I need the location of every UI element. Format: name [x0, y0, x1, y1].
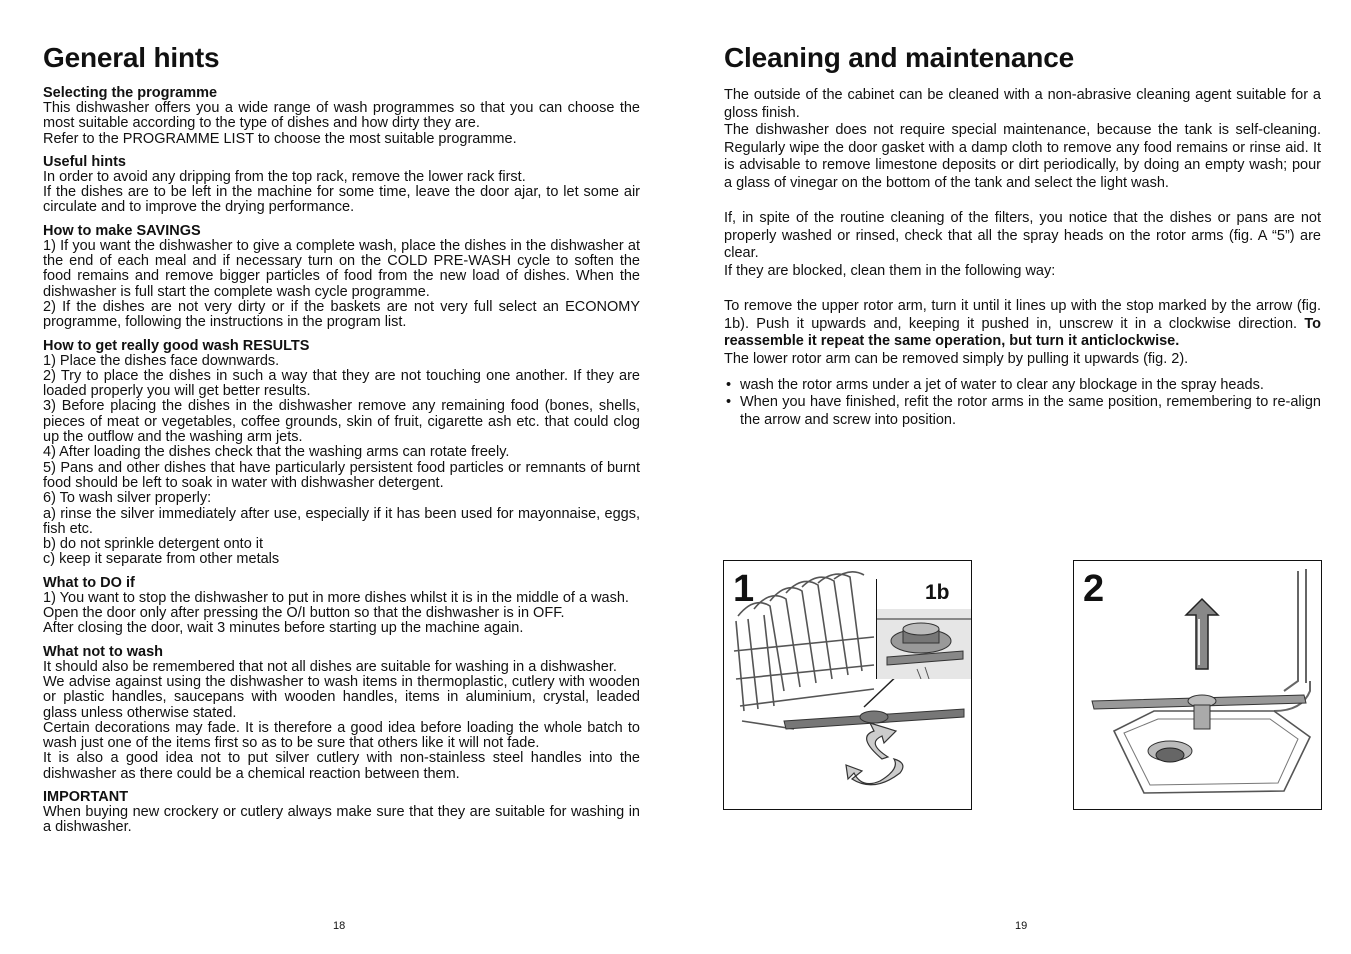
section-paragraph: After closing the door, wait 3 minutes before starting up the machine again. — [43, 620, 524, 637]
paragraph-spray-heads: If, in spite of the routine cleaning of the filters, you notice that the dishes or pans are not properly washed or rinsed, check that all the spray heads on the rotor arms (fig. A “5”) are clear. — [724, 210, 1321, 262]
section-paragraph: 1) Place the dishes face downwards. — [43, 352, 280, 369]
section-paragraph: 3) Before placing the dishes in the dishwasher remove any remaining food (bones, shells, pieces of meat or vegetables, coffee grounds, skin of fruit, cigarette ash etc. that could clog up the outflow and the washing arm jets. — [43, 398, 640, 446]
section-paragraph: 1) You want to stop the dishwasher to put in more dishes whilst it is in the middle of a wash. — [43, 589, 629, 606]
section-paragraph: Refer to the PROGRAMME LIST to choose the most suitable programme. — [43, 130, 517, 147]
section-paragraph: In order to avoid any dripping from the top rack, remove the lower rack first. — [43, 168, 526, 185]
hints-sections — [43, 86, 640, 836]
page-title: General hints — [43, 42, 220, 73]
lower-rotor-arm-illustration — [1074, 561, 1322, 810]
bullet-icon: • — [726, 394, 732, 411]
section-paragraph: 2) If the dishes are not very dirty or if the baskets are not very full select an ECONOMY programme, following the instructions in the program list. — [43, 298, 640, 331]
list-item: • wash the rotor arms under a jet of water to clear any blockage in the spray heads. — [726, 376, 1264, 393]
hint-section — [43, 224, 640, 331]
section-heading: How to get really good wash RESULTS — [43, 337, 310, 354]
section-paragraph: a) rinse the silver immediately after use, especially if it has been used for mayonnaise, eggs, fish etc. — [43, 505, 640, 537]
right-page — [680, 0, 1351, 954]
section-paragraph: We advise against using the dishwasher to wash items in thermoplastic, cutlery with wooden or plastic handles, saucepans with wooden handles, items in aluminium, crystal, leaded glass unless otherwise stated. — [43, 673, 640, 721]
right-column — [724, 40, 1321, 429]
section-paragraph: When buying new crockery or cutlery always make sure that they are suitable for washing in a dishwasher. — [43, 803, 640, 836]
section-paragraph: 6) To wash silver properly: — [43, 490, 212, 507]
section-paragraph: Certain decorations may fade. It is therefore a good idea before loading the whole batch to wash just one of the items first so as to be sure that others like it will not fade. — [43, 719, 640, 752]
paragraph-maintenance: The dishwasher does not require special maintenance, because the tank is self-cleaning. Regularly wipe the door gasket with a damp cloth to remove any food remains or rinse aid. It is advisable to remove limestone deposits or dirt periodically, by doing an empty wash; pour a glass of vinegar on the bottom of the tank and select the light wash. — [724, 122, 1321, 191]
section-paragraph: If the dishes are to be left in the machine for some time, leave the door ajar, to let some air circulate and to improve the drying performance. — [43, 184, 640, 216]
section-paragraph: 5) Pans and other dishes that have particularly persistent food particles or remnants of burnt food should be left to soak in water with dishwasher detergent. — [43, 459, 640, 491]
section-heading: What not to wash — [43, 643, 164, 660]
page-title: Cleaning and maintenance — [724, 42, 1074, 73]
figure-1b-inset — [876, 579, 972, 679]
section-heading: Useful hints — [43, 153, 126, 170]
hint-section — [43, 86, 640, 147]
remove-instructions: To remove the upper rotor arm, turn it until it lines up with the stop marked by the arrow (fig. 1b). Push it upwards and, keeping it pushed in, unscrew it in a clockwise direction. — [724, 298, 1321, 332]
section-paragraph: Open the door only after pressing the O/I button so that the dishwasher is in OFF. — [43, 605, 565, 622]
page-number: 18 — [333, 920, 346, 932]
section-heading: How to make SAVINGS — [43, 222, 201, 239]
list-item: • When you have finished, refit the rotor arms in the same position, remembering to re-align the arrow and screw into position. — [726, 394, 1321, 428]
section-paragraph: 4) After loading the dishes check that the washing arms can rotate freely. — [43, 444, 510, 461]
section-paragraph: 1) If you want the dishwasher to give a complete wash, place the dishes in the dishwasher at the end of each meal and if necessary turn on the COLD PRE-WASH cycle to soften the food remains and remove bigger particles of food from the new load of dishes. When the dishwasher is full start the complete wash cycle programme. — [43, 237, 640, 300]
page-number: 19 — [1015, 920, 1028, 932]
left-column — [43, 40, 640, 844]
paragraph-cabinet-cleaning: The outside of the cabinet can be cleaned with a non-abrasive cleaning agent suitable for a gloss finish. — [724, 87, 1321, 121]
figure-2-lower-rotor-arm — [1073, 560, 1322, 810]
paragraph-remove-upper-arm — [724, 298, 1321, 351]
figure-number: 2 — [1083, 568, 1105, 610]
figure-number: 1 — [733, 568, 755, 610]
bullet-icon: • — [726, 376, 732, 393]
reassemble-instructions: To reassemble it repeat the same operation, but turn it anticlockwise. — [724, 315, 1321, 350]
section-paragraph: c) keep it separate from other metals — [43, 551, 280, 568]
section-heading: IMPORTANT — [43, 788, 129, 805]
section-paragraph: This dishwasher offers you a wide range of wash programmes so that you can choose the most suitable according to the type of dishes and how dirty they are. — [43, 100, 640, 132]
hint-section — [43, 339, 640, 568]
hint-section — [43, 576, 640, 637]
paragraph-blocked: If they are blocked, clean them in the following way: — [724, 262, 1056, 279]
section-paragraph: 2) Try to place the dishes in such a way that they are not touching one another. If they are loaded properly you will get better results. — [43, 367, 640, 400]
hint-section — [43, 155, 640, 216]
section-heading: What to DO if — [43, 574, 135, 591]
section-heading: Selecting the programme — [43, 85, 218, 101]
figure-1b-label: 1b — [925, 581, 950, 604]
section-paragraph: It should also be remembered that not all dishes are suitable for washing in a dishwasher. — [43, 658, 617, 675]
section-paragraph: It is also a good idea not to put silver cutlery with non-stainless steel handles into the dishwasher as there could be a chemical reaction between them. — [43, 750, 640, 782]
paragraph-lower-arm: The lower rotor arm can be removed simply by pulling it upwards (fig. 2). — [724, 350, 1189, 367]
hint-section — [43, 645, 640, 782]
cleaning-bullet-list — [724, 377, 1321, 430]
hint-section — [43, 790, 640, 836]
figure-1-upper-rotor-arm — [723, 560, 972, 810]
section-paragraph: b) do not sprinkle detergent onto it — [43, 536, 264, 553]
